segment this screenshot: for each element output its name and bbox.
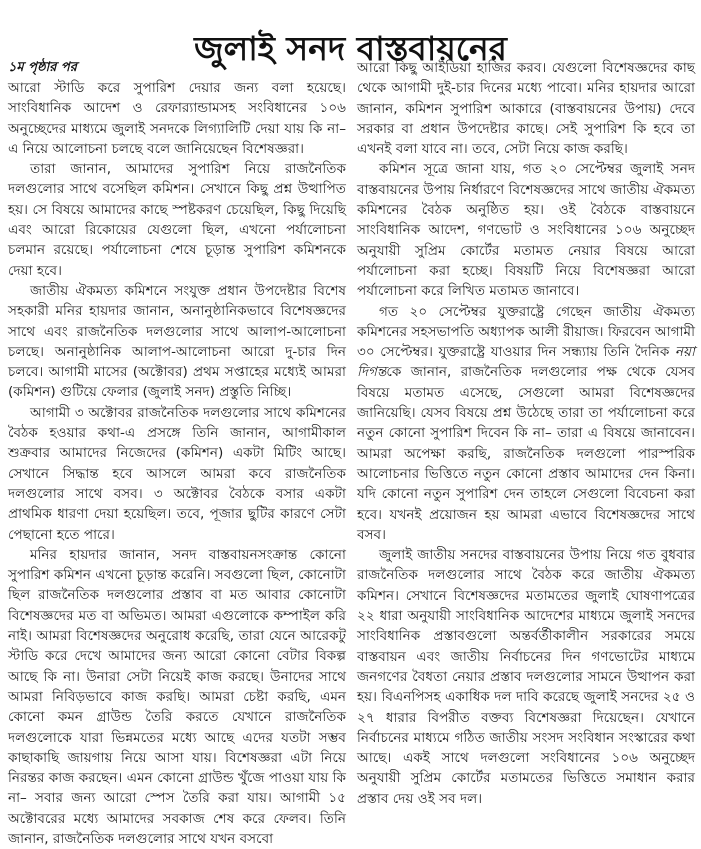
paragraph-text: কে জানান, রাজনৈতিক দলগুলোর পক্ষ থেকে যেসব বিষয়ে মতামত এসেছে, সেগুলো আমরা বিশেষজ্ঞদের জানিয়েছি। যেসব বিষয়ে প্রশ্ন উঠেছে তারা তা পর্যালোচনা করে নতুন কোনো সুপারিশ দিবেন কি না– তারা এ বিষয়ে জানাবেন। আমরা অপেক্ষা করছি, রাজনৈতিক দলগুলো পারস্পরিক আলোচনার ভিত্তিতে নতুন কোনো প্রস্তাব আমাদের দেন কিনা। যদি কোনো নতুন সুপারিশ দেন তাহলে সেগুলো বিবেচনা করা হবে। যখনই প্রয়োজন হয় আমরা এভাবে বিশেষজ্ঞদের সাথে বসব। [357,364,695,543]
paragraph [357,302,695,546]
paragraph: কমিশন সূত্রে জানা যায়, গত ২০ সেপ্টেম্বর জুলাই সনদ বাস্তবায়নের উপায় নির্ধারণে বিশেষজ্ঞদের সাথে জাতীয় ঐকমত্য কমিশনের বৈঠক অনুষ্ঠিত হয়। ওই বৈঠকে বাস্তবায়নে সাংবিধানিক আদেশ, গণভোট ও সংবিধানের ১০৬ অনুচ্ছেদ অনুযায়ী সুপ্রিম কোর্টের মতামত নেয়ার বিষয়ে আরো পর্যালোচনা করা হচ্ছে। বিষয়টি নিয়ে বিশেষজ্ঞরা আরো পর্যালোচনা করে লিখিত মতামত জানাবে। [357,161,695,300]
headline: জুলাই সনদ বাস্তবায়নের [194,29,507,69]
paragraph: জাতীয় ঐকমত্য কমিশনে সংযুক্ত প্রধান উপদেষ্টার বিশেষ সহকারী মনির হায়দার জানান, অনানুষ্ঠানিকভাবে বিশেষজ্ঞদের সাথে এবং রাজনৈতিক দলগুলোর সাথে আলাপ-আলোচনা চলছে। অনানুষ্ঠানিক আলাপ-আলোচনা আরো দু-চার দিন চলবে। আগামী মাসের (অক্টোবর) প্রথম সপ্তাহের মধ্যেই আমরা (কমিশন) গুটিয়ে ফেলার (জুলাই সনদ) প্রস্তুতি নিচ্ছি। [8,282,346,401]
paragraph: তারা জানান, আমাদের সুপারিশ নিয়ে রাজনৈতিক দলগুলোর সাথে বসেছিল কমিশন। সেখানে কিছু প্রশ্ন উত্থাপিত হয়। সে বিষয়ে আমাদের কাছে স্পষ্টকরণ চেয়েছিল, কিছু দিয়েছি এবং আরো রিকোয়ের যেগুলো ছিল, এখনো পর্যালোচনা চলমান রয়েছে। পর্যালোচনা শেষে চূড়ান্ত সুপারিশ কমিশনকে দেয়া হবে। [8,161,346,279]
article-column-right [357,58,695,809]
paragraph: জুলাই জাতীয় সনদের বাস্তবায়নের উপায় নিয়ে গত বুধবার রাজনৈতিক দলগুলোর সাথে বৈঠক করে জাতীয় ঐকমত্য কমিশন। সেখানে বিশেষজ্ঞদের মতামতের জুলাই ঘোষণাপত্রের ২২ ধারা অনুযায়ী সাংবিধানিক আদেশের মাধ্যমে জুলাই সনদের সাংবিধানিক প্রস্তাবগুলো অন্তর্বর্তীকালীন সরকারের সময়ে বাস্তবায়ন এবং জাতীয় নির্বাচনের দিন গণভোটের মাধ্যমে জনগণের বৈধতা নেয়ার প্রস্তাব দলগুলোর সামনে উত্থাপন করা হয়। বিএনপিসহ একাধিক দল দাবি করেছে জুলাই সনদের ২৫ ও ২৭ ধারার বিপরীত বক্তব্য বিশেষজ্ঞরা দিয়েছেন। যেখানে নির্বাচনের মাধ্যমে গঠিত জাতীয় সংসদ সংবিধান সংস্কারের কথা আছে। একই সাথে দলগুলো সংবিধানের ১০৬ অনুচ্ছেদ অনুযায়ী সুপ্রিম কোর্টের মতামতের ভিত্তিতে সমাধান করার প্রস্তাব দেয় ওই সব দল। [357,547,695,807]
paragraph: মনির হায়দার জানান, সনদ বাস্তবায়নসংক্রান্ত কোনো সুপারিশ কমিশন এখনো চূড়ান্ত করেনি। সবগুলো ছিল, কোনোটা ছিল রাজনৈতিক দলগুলোর প্রস্তাব বা মত আবার কোনোটা বিশেষজ্ঞদের মত বা অভিমত। আমরা এগুলোকে কম্পাইল করি নাই। আমরা বিশেষজ্ঞদের অনুরোধ করেছি, তারা যেনে আরেকটু স্টাডি করে দেখে আমাদের জন্য আরো কোনো বেটার বিকল্প আছে কি না। উনারা সেটা নিয়েই কাজ করছে। উনাদের সাথে আমরা নিবিড়ভাবে কাজ করছি। আমরা চেষ্টা করছি, এমন কোনো কমন গ্রাউন্ড তৈরি করতে যেখানে রাজনৈতিক দলগুলোকে যারা ভিন্নমতের মধ্যে আছে এদের যতটা সম্ভব কাছাকাছি জায়গায় নিয়ে আসা যায়। বিশেষজ্ঞরা এটা নিয়ে নিরন্তর কাজ করছেন। এমন কোনো গ্রাউন্ড খুঁজে পাওয়া যায় কি না– সবার জন্য আরো স্পেস তৈরি করা যায়। আগামী ১৫ অক্টোবরের মধ্যে আমাদের সবকাজ শেষ করে ফেলব। তিনি জানান, রাজনৈতিক দলগুলোর সাথে যখন বসবো [8,546,346,847]
article-column-left [8,58,346,849]
paragraph: আরো স্টাডি করে সুপারিশ দেয়ার জন্য বলা হয়েছে। সাংবিধানিক আদেশ ও রেফার‍্যান্ডামসহ সংবিধানের ১০৬ অনুচ্ছেদের মাধ্যমে জুলাই সনদকে লিগ্যালিটি দেয়া যায় কি না– এ নিয়ে আলোচনা চলছে বলে জানিয়েছেন বিশেষজ্ঞরা। [8,80,346,157]
newspaper-name: নয়া দিগন্ত [357,344,695,381]
paragraph-text: গত ২০ সেপ্টেম্বর যুক্তরাষ্ট্রে গেছেন জাতীয় ঐকমত্য কমিশনের সহসভাপতি অধ্যাপক আলী রীয়াজ। ফিরবেন আগামী ৩০ সেপ্টেম্বর। যুক্তরাষ্ট্রে যাওয়ার দিন সন্ধ্যায় তিনি দৈনিক [357,303,695,361]
paragraph: আরো কিছু আইডিয়া হাজির করব। যেগুলো বিশেষজ্ঞদের কাছ থেকে আগামী দুই-চার দিনের মধ্যে পাবো। মনির হায়দার আরো জানান, কমিশন সুপারিশ আকারে (বাস্তবায়নের উপায়) দেবে সরকার বা প্রধান উপদেষ্টার কাছে। সেই সুপারিশ কি হবে তা এখনই বলা যাবে না। তবে, সেটা নিয়ে কাজ করছি। [357,60,695,158]
paragraph: আগামী ৩ অক্টোবর রাজনৈতিক দলগুলোর সাথে কমিশনের বৈঠক হওয়ার কথা-এ প্রসঙ্গে তিনি জানান, আগামীকাল শুক্রবার আমাদের নিজেদের (কমিশন) একটা মিটিং আছে। সেখানে সিদ্ধান্ত হবে আসলে আমরা কবে রাজনৈতিক দলগুলোর সাথে বসব। ৩ অক্টোবর বৈঠকে বসার একটা প্রাথমিক ধারণা দেয়া হয়েছিল। তবে, পূজার ছুটির কারণে সেটা পেছানো হতে পারে। [8,404,346,543]
continued-from-page-label: ১ম পৃষ্ঠার পর [8,60,77,75]
